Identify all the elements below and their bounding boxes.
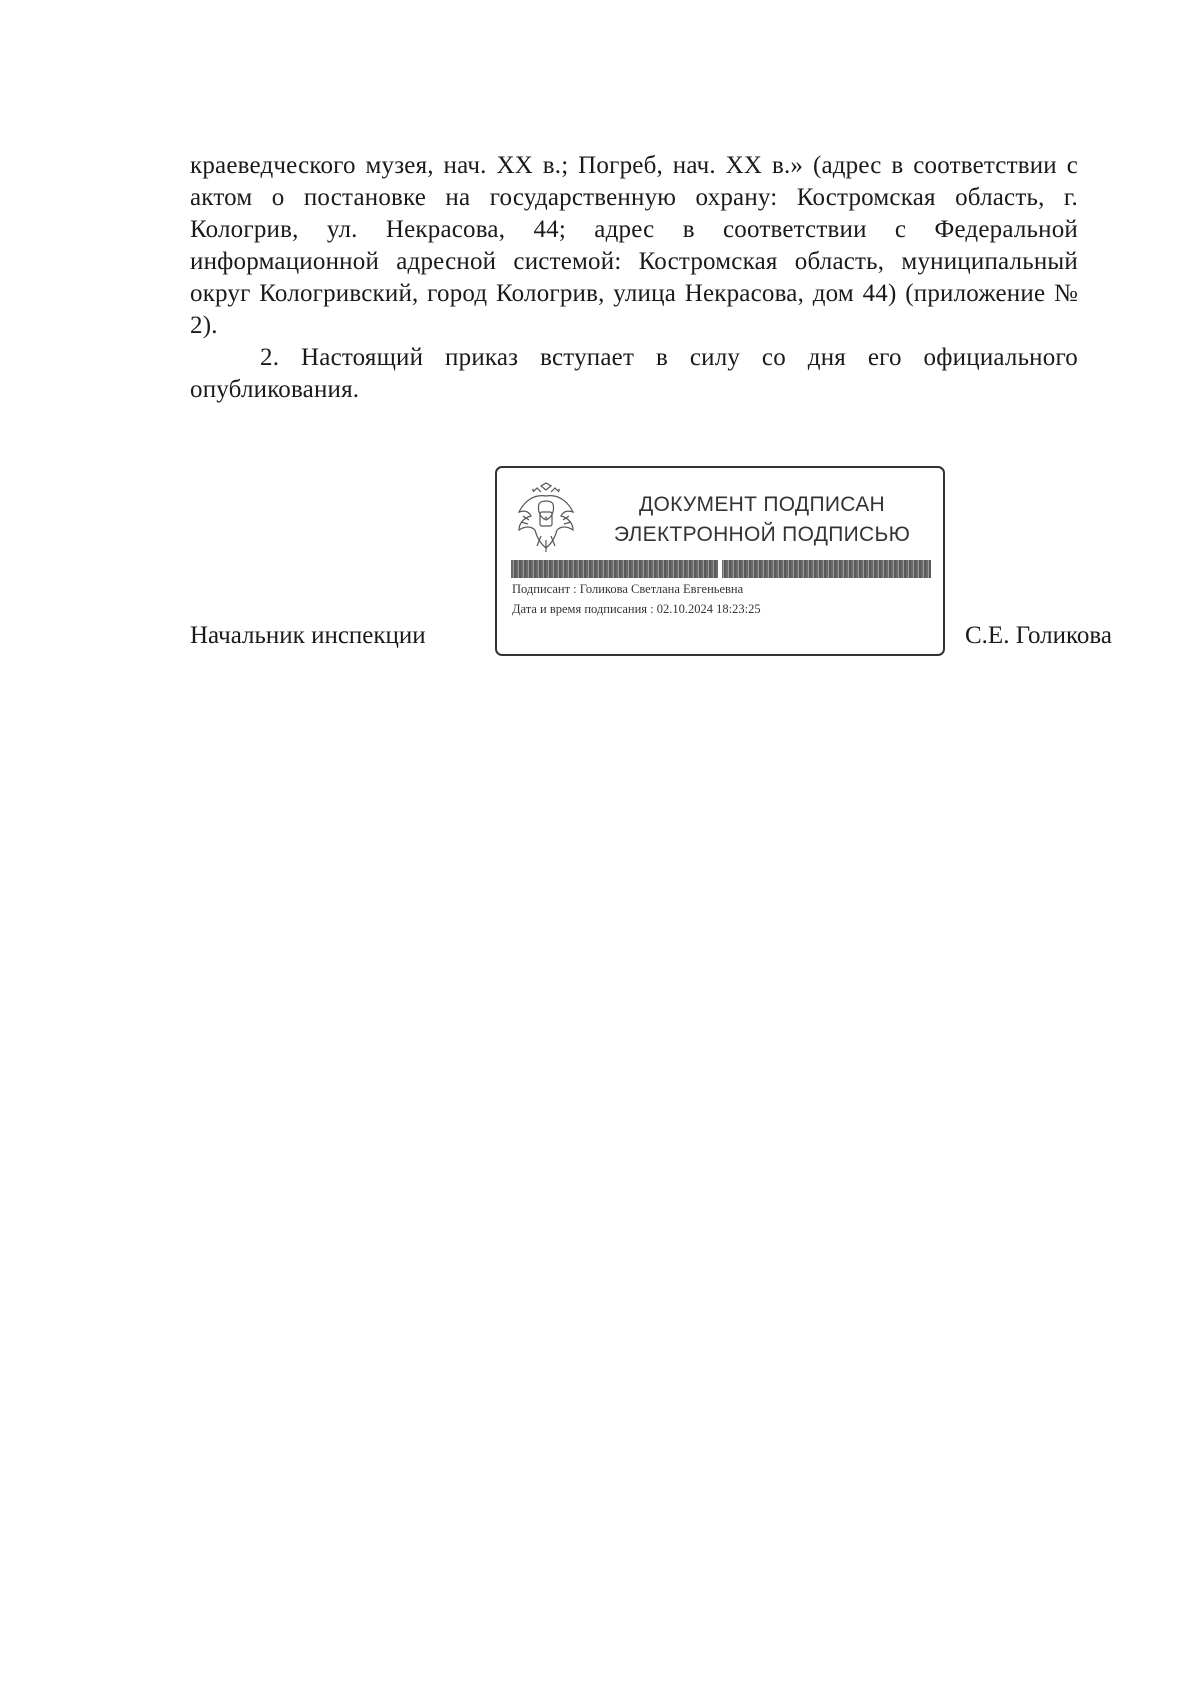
stamp-title-line-2: ЭЛЕКТРОННОЙ ПОДПИСЬЮ xyxy=(613,523,911,546)
certificate-bar-divider xyxy=(718,560,722,578)
paragraph-continuation: краеведческого музея, нач. XX в.; Погреб, нач. XX в.» (адрес в соответствии с актом о постановке на государственную охрану: Костромская область, г. Кологрив, ул. Некрасова, 44; адрес в соответствии с Федеральной информационной адресной системой: Костромская область, муниципальный округ Кологривский, город Кологрив, улица Некрасова, дом 44) (приложение № 2). xyxy=(190,152,1078,339)
signature-block xyxy=(190,466,1135,662)
stamp-title-line-1: ДОКУМЕНТ ПОДПИСАН xyxy=(638,493,886,516)
position-title: Начальник инспекции xyxy=(190,622,426,649)
stamp-datetime-line: Дата и время подписания : 02.10.2024 18:23:25 xyxy=(512,602,761,616)
electronic-signature-stamp xyxy=(495,466,945,656)
certificate-bar xyxy=(511,560,931,578)
signer-name: С.Е. Голикова xyxy=(965,622,1112,649)
coat-of-arms-icon xyxy=(511,482,581,554)
stamp-title xyxy=(597,490,927,550)
stamp-signer-line: Подписант : Голикова Светлана Евгеньевна xyxy=(512,582,744,596)
paragraph-effective-date: 2. Настоящий приказ вступает в силу со дня его официального опубликования. xyxy=(190,344,1078,403)
document-body xyxy=(190,150,1078,406)
